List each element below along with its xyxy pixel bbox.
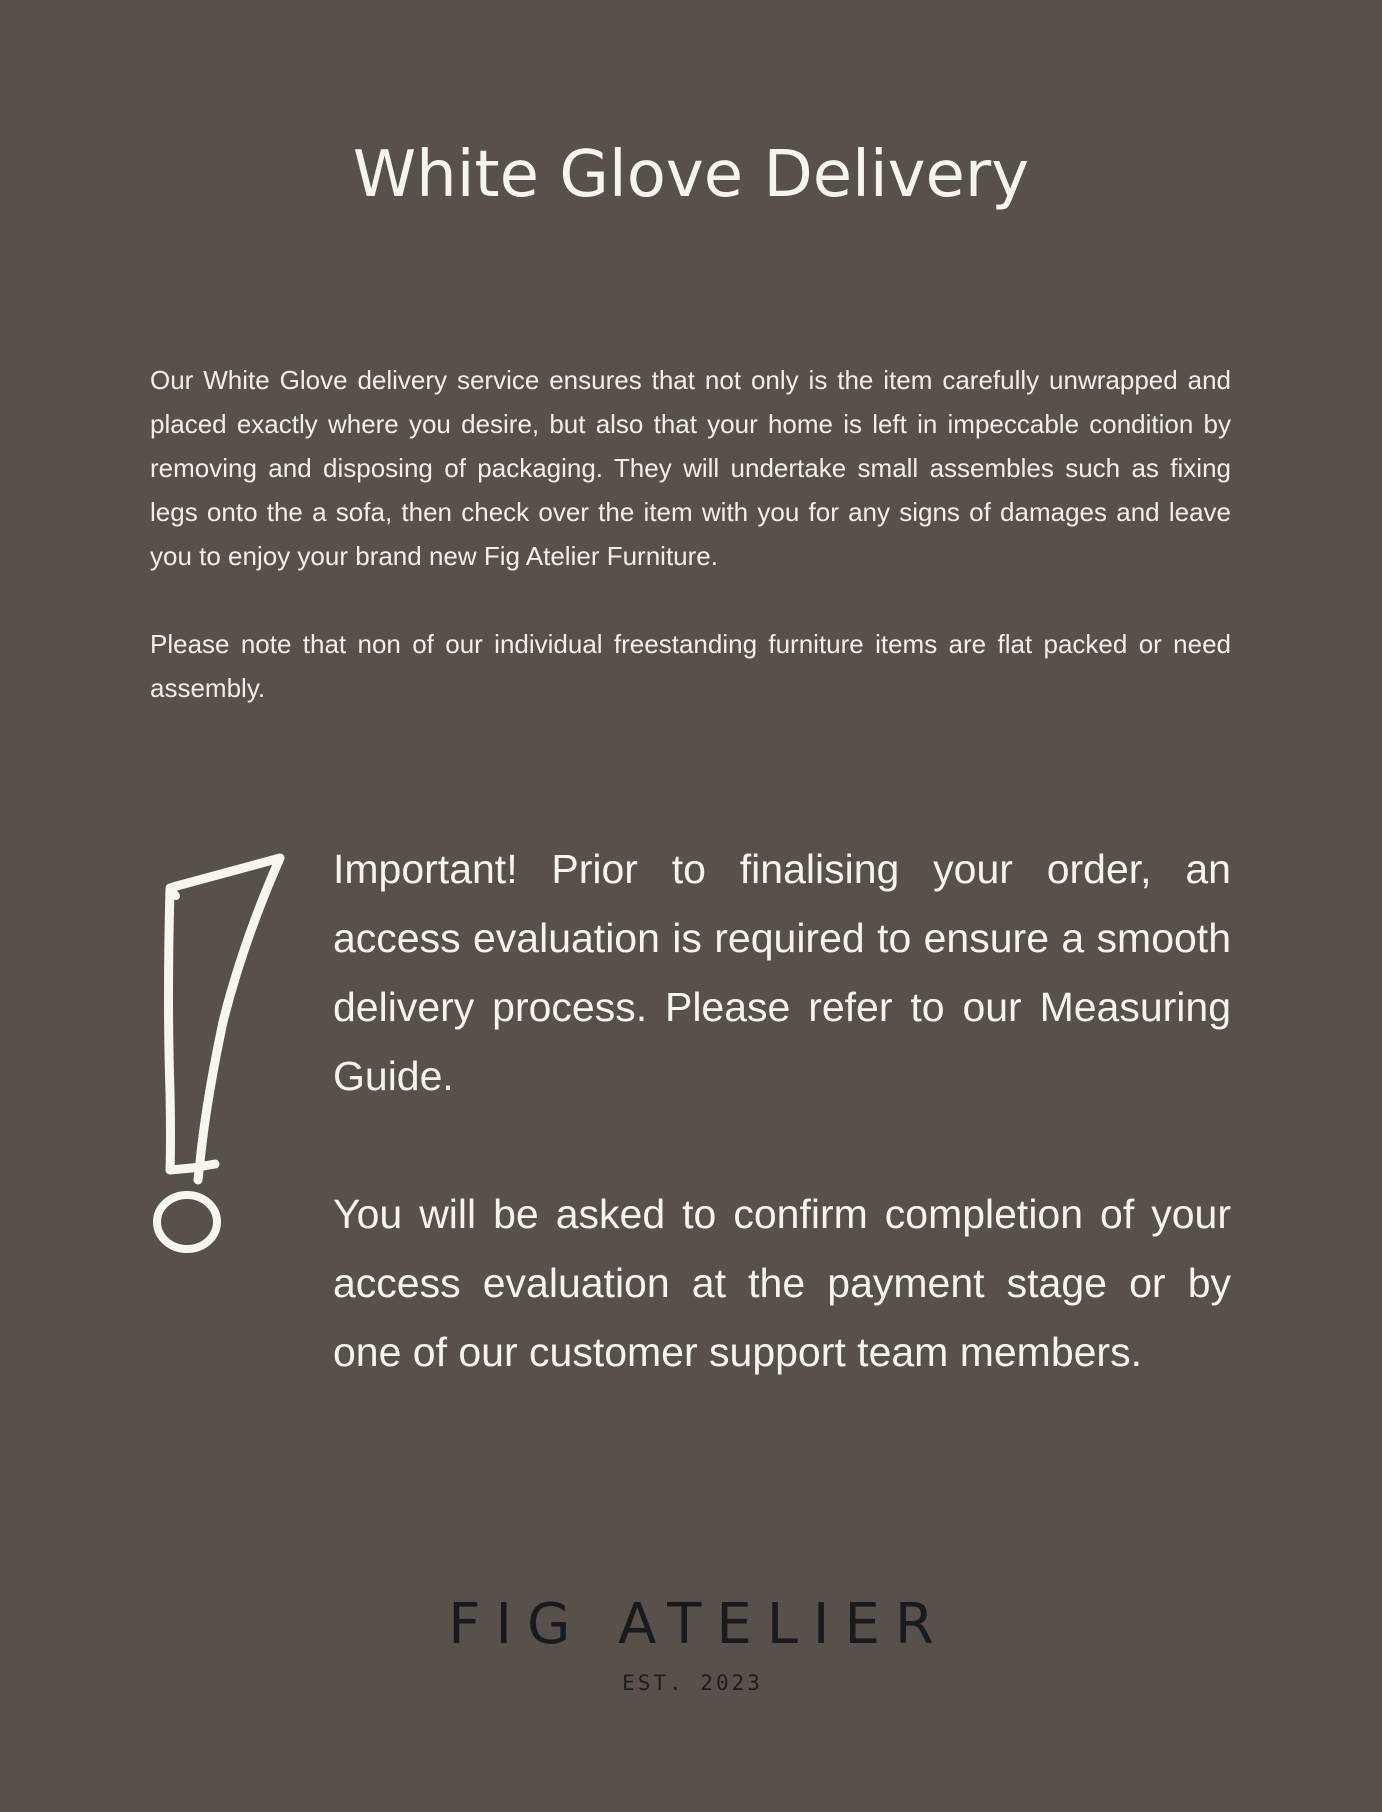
brand-name: FIG ATELIER <box>448 1592 949 1657</box>
exclamation-icon <box>148 852 288 1262</box>
brand-logo <box>0 1590 1382 1698</box>
confirmation-notice: You will be asked to confirm completion of your access evaluation at the payment stage or by one of our customer support team members. <box>333 1191 1231 1375</box>
assembly-note: Please note that non of our individual freestanding furniture items are flat packed or need assembly. <box>150 629 1231 703</box>
important-notice <box>333 835 1231 1456</box>
brand-established: EST. 2023 <box>622 1671 763 1695</box>
access-evaluation-notice: Important! Prior to finalising your order, an access evaluation is required to ensure a smooth delivery process. Please refer to our Measuring Guide. <box>333 846 1231 1099</box>
intro-section <box>150 358 1231 754</box>
intro-paragraph: Our White Glove delivery service ensures that not only is the item carefully unwrapped and placed exactly where you desire, but also that your home is left in impeccable condition by removing and disposing of packaging. They will undertake small assembles such as fixing legs onto the a sofa, then check over the item with you for any signs of damages and leave you to enjoy your brand new Fig Atelier Furniture. <box>150 365 1231 571</box>
page-title: White Glove Delivery <box>352 138 1030 212</box>
